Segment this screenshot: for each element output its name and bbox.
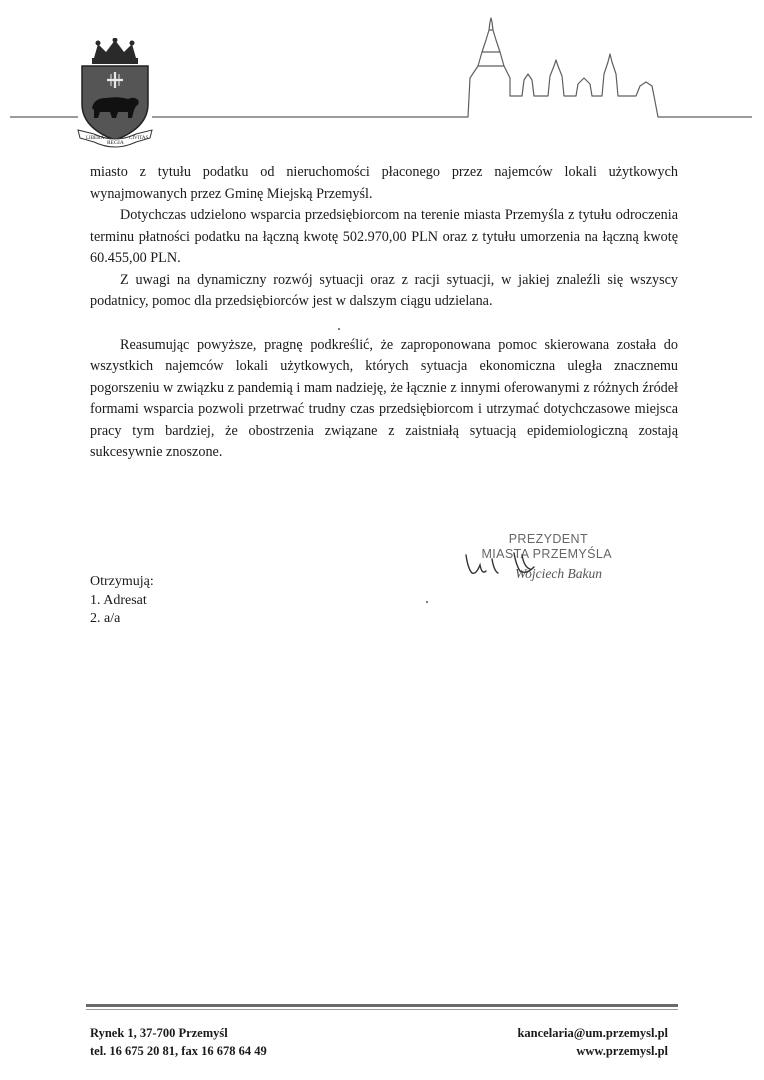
stamp-office: MIASTA PRZEMYŚLA (481, 547, 612, 561)
recipients-heading: Otrzymują: (90, 574, 154, 589)
footer-phone: tel. 16 675 20 81, fax 16 678 64 49 (90, 1044, 267, 1058)
body-paragraph-1: miasto z tytułu podatku od nieruchomości płaconego przez najemców lokali użytkowych wynajmowanych przez Gminę Miejską Przemyśl. (90, 164, 678, 202)
letter-body (90, 162, 678, 464)
handwritten-signature-icon (462, 549, 552, 577)
body-paragraph-4: Reasumując powyższe, pragnę podkreślić, że zaproponowana pomoc skierowana została do wszystkich najemców lokali użytkowych, których sytuacja ekonomiczna uległa znacznemu pogorszeniu w związku z pandemią i mam nadzieję, że łącznie z innymi oferowanymi z różnych źródeł formami wsparcia pozwoli przetrwać trudny czas przedsiębiorcom i utrzymać dotychczasowe miejsca pracy tym bardziej, że obostrzenia związane z zaistniałą sytuacją epidemiologiczną zostają sukcesywnie znoszone. (90, 336, 678, 460)
body-paragraph-3: Z uwagi na dynamiczny rozwój sytuacji oraz z racji sytuacji, w jakiej znaleźli się wszyscy podatnicy, pomoc dla przedsiębiorców jest w dalszym ciągu udzielana. (90, 271, 678, 309)
signature-block (462, 532, 612, 582)
recipient-item: 2. a/a (90, 611, 121, 626)
signatory-name: Wojciech Bakun (515, 566, 602, 581)
crest-motto-left: LIBERA (86, 136, 105, 141)
crest-motto-center: REGIA (107, 140, 124, 146)
footer-website[interactable]: www.przemysl.pl (576, 1044, 668, 1058)
body-paragraph-2: Dotychczas udzielono wsparcia przedsiębiorcom na terenie miasta Przemyśla z tytułu odroczenia terminu płatności podatku na łączną kwotę 502.970,00 PLN oraz z tytułu umorzenia na łączną kwotę 60.455,00 PLN. (90, 207, 678, 266)
stamp-title: PREZYDENT (508, 532, 588, 546)
scan-speck (426, 601, 428, 603)
footer-contact-right (517, 1024, 668, 1060)
footer-address: Rynek 1, 37-700 Przemyśl (90, 1026, 228, 1040)
recipient-item: 1. Adresat (90, 592, 147, 608)
footer-contact-left (90, 1024, 267, 1060)
crest-icon (76, 38, 154, 150)
recipients-list (90, 573, 154, 629)
footer-email[interactable]: kancelaria@um.przemysl.pl (517, 1026, 668, 1040)
crest-motto-right: CIVITAS (129, 136, 149, 141)
scan-speck (338, 328, 340, 330)
footer-divider (86, 1004, 678, 1014)
